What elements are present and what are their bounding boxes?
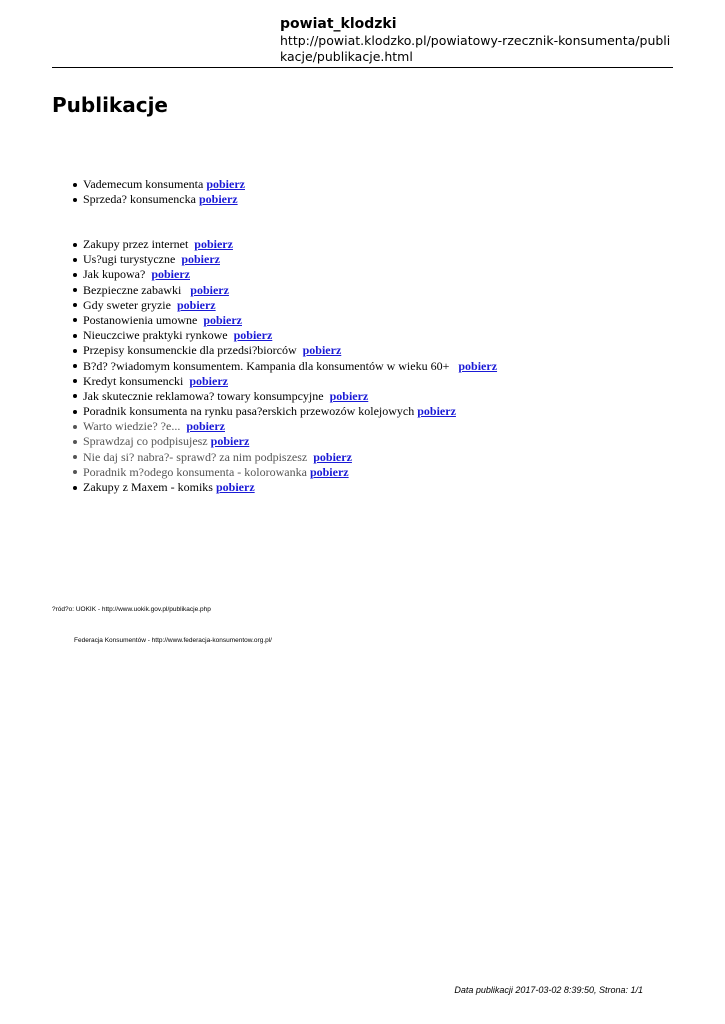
list-item xyxy=(83,237,497,252)
item-title: Bezpieczne zabawki xyxy=(83,282,182,297)
site-name: powiat_klodzki xyxy=(280,16,397,32)
publication-list-1 xyxy=(83,177,245,207)
list-item xyxy=(83,434,497,449)
item-title: Kredyt konsumencki xyxy=(83,373,184,388)
publication-list-2 xyxy=(83,237,497,495)
item-title: Us?ugi turystyczne xyxy=(83,252,176,267)
download-link[interactable]: pobierz xyxy=(417,404,456,419)
list-item xyxy=(83,480,497,495)
download-link[interactable]: pobierz xyxy=(215,480,255,494)
item-title: Poradnik konsumenta na rynku pasa?erskich przewozów kolejowych xyxy=(83,404,415,419)
list-item xyxy=(83,419,497,434)
item-title: Vademecum konsumenta xyxy=(83,177,204,191)
list-item xyxy=(83,192,245,207)
list-item xyxy=(83,298,497,313)
item-title: Sprzeda? konsumencka xyxy=(83,192,196,207)
list-item xyxy=(83,450,497,465)
list-item xyxy=(83,465,497,480)
list-item xyxy=(83,267,497,282)
download-link[interactable]: pobierz xyxy=(458,358,498,373)
download-link[interactable]: pobierz xyxy=(313,449,352,464)
download-link[interactable]: pobierz xyxy=(176,297,216,312)
item-title: Poradnik m?odego konsumenta - kolorowanka xyxy=(83,464,307,479)
download-link[interactable]: pobierz xyxy=(189,373,228,388)
list-item xyxy=(83,343,497,358)
header-divider xyxy=(52,67,673,68)
download-link[interactable]: pobierz xyxy=(198,192,238,207)
list-item xyxy=(83,359,497,374)
download-link[interactable]: pobierz xyxy=(186,419,225,434)
page-url: http://powiat.klodzko.pl/powiatowy-rzecznik-konsumenta/publikacje/publikacje.html xyxy=(280,33,671,64)
item-title: Jak skutecznie reklamowa? towary konsumpcyjne xyxy=(83,388,324,403)
item-title: Nie daj si? nabra?- sprawd? za nim podpiszesz xyxy=(83,449,308,464)
item-title: Jak kupowa? xyxy=(83,267,146,282)
item-title: Nieuczciwe praktyki rynkowe xyxy=(83,328,228,343)
source-federacja: Federacja Konsumentów - http://www.federacja-konsumentow.org.pl/ xyxy=(74,637,272,644)
download-link[interactable]: pobierz xyxy=(309,464,349,479)
list-item xyxy=(83,283,497,298)
download-link[interactable]: pobierz xyxy=(302,343,342,358)
page-title: Publikacje xyxy=(52,93,168,117)
download-link[interactable]: pobierz xyxy=(190,282,229,297)
list-item xyxy=(83,313,497,328)
download-link[interactable]: pobierz xyxy=(203,312,242,327)
item-title: B?d? ?wiadomym konsumentem. Kampania dla konsumentów w wieku 60+ xyxy=(83,358,450,373)
list-item xyxy=(83,252,497,267)
item-title: Postanowienia umowne xyxy=(83,312,198,327)
download-link[interactable]: pobierz xyxy=(233,328,273,343)
list-item xyxy=(83,389,497,404)
list-item xyxy=(83,374,497,389)
download-link[interactable]: pobierz xyxy=(194,237,233,251)
list-item xyxy=(83,177,245,192)
publication-date-footer: Data publikacji 2017-03-02 8:39:50, Strona: 1/1 xyxy=(454,985,643,995)
item-title: Zakupy z Maxem - komiks xyxy=(83,480,213,494)
item-title: Zakupy przez internet xyxy=(83,237,189,251)
item-title: Przepisy konsumenckie dla przedsi?biorców xyxy=(83,343,297,358)
item-title: Warto wiedzie? ?e... xyxy=(83,419,181,434)
list-item xyxy=(83,328,497,343)
download-link[interactable]: pobierz xyxy=(206,177,245,191)
download-link[interactable]: pobierz xyxy=(210,434,250,449)
source-uokik: ?ród?o: UOKIK - http://www.uokik.gov.pl/publikacje.php xyxy=(52,606,211,613)
download-link[interactable]: pobierz xyxy=(181,252,220,267)
download-link[interactable]: pobierz xyxy=(329,388,369,403)
list-item xyxy=(83,404,497,419)
item-title: Gdy sweter gryzie xyxy=(83,297,171,312)
download-link[interactable]: pobierz xyxy=(151,267,190,282)
item-title: Sprawdzaj co podpisujesz xyxy=(83,434,208,449)
